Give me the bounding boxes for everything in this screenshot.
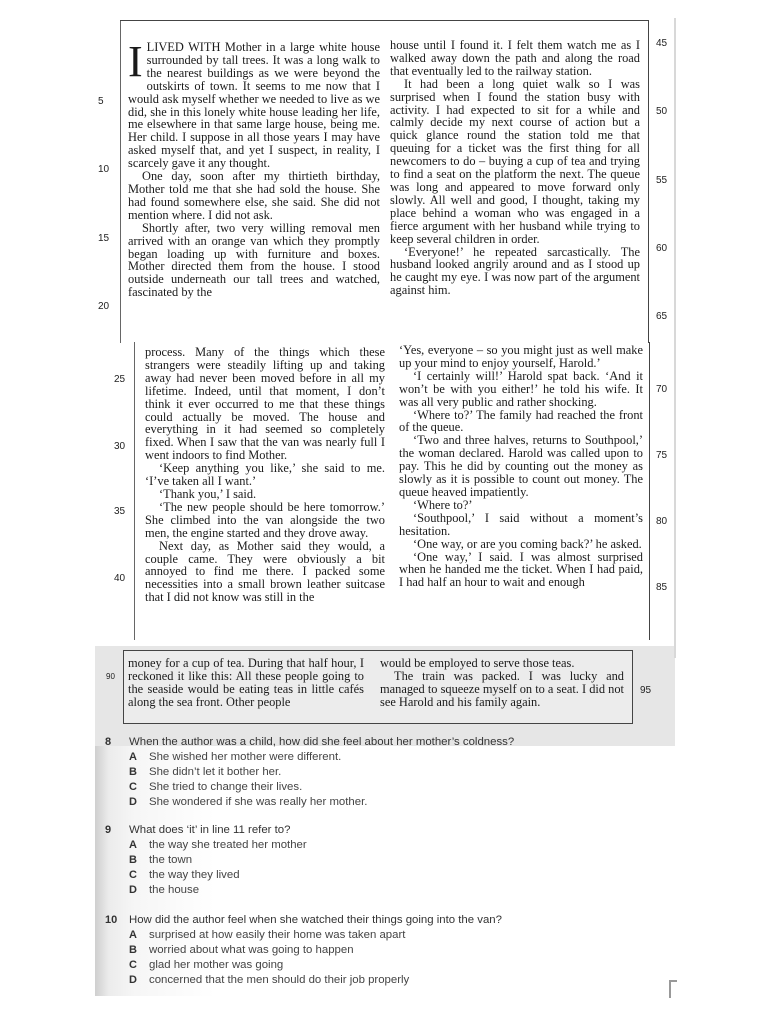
passage-box xyxy=(123,650,633,724)
line-number: 20 xyxy=(98,301,110,312)
option-text: the house xyxy=(149,883,200,896)
option-letter: A xyxy=(129,928,137,941)
line-number: 55 xyxy=(656,175,668,186)
line-number: 80 xyxy=(656,516,668,527)
answer-option[interactable] xyxy=(105,927,502,942)
paragraph: ‘Where to?’ xyxy=(413,497,473,512)
line-number: 75 xyxy=(656,450,668,461)
paragraph: It had been a long quiet walk so I was surprised when I found the station busy with activity. I had expected to sit for a while and calmly decide my next course of action but a quick glance round the station told me that queuing for a ticket was the first thing for all newcomers to do – buying a cup of tea and trying to find a seat on the platform the next. The queue was long and appeared to move forward only slowly. All well and good, I thought, taking my place behind a woman who was engaged in a fierce argument with her husband while trying to keep several children in order. xyxy=(390,76,640,246)
line-number: 30 xyxy=(114,441,126,452)
answer-option[interactable] xyxy=(105,837,307,852)
answer-option[interactable] xyxy=(105,867,307,882)
question-text: How did the author feel when she watched their things going into the van? xyxy=(129,913,502,926)
question-number: 10 xyxy=(105,913,118,926)
passage-section-2 xyxy=(134,342,650,640)
paragraph xyxy=(128,37,380,171)
paragraph: ‘Southpool,’ I said without a moment’s hesitation. xyxy=(399,510,643,538)
paragraph: ‘The new people should be here tomorrow.’ She climbed into the van alongside the two men, the engine started and they drove away. xyxy=(145,499,385,540)
paragraph: ‘Keep anything you like,’ she said to me. ‘I’ve taken all I want.’ xyxy=(145,461,385,489)
answer-option[interactable] xyxy=(105,957,502,972)
line-number: 25 xyxy=(114,374,126,385)
question-section xyxy=(95,735,675,996)
paragraph: ‘One way, or are you coming back?’ he asked. xyxy=(413,536,642,551)
passage-column-right xyxy=(399,344,643,589)
corner-mark xyxy=(669,980,677,998)
option-letter: B xyxy=(129,765,137,778)
paragraph: ‘One way,’ I said. I was almost surprised when he handed me the ticket. When I had paid, I had half an hour to wait and enough xyxy=(399,549,643,590)
passage-column-right xyxy=(380,657,624,709)
answer-option[interactable] xyxy=(105,779,514,794)
option-text: She wondered if she was really her mother. xyxy=(149,795,368,808)
line-number: 70 xyxy=(656,384,668,395)
question-text: When the author was a child, how did she feel about her mother’s coldness? xyxy=(129,735,515,748)
answer-option[interactable] xyxy=(105,852,307,867)
answer-option[interactable] xyxy=(105,882,307,897)
option-letter: A xyxy=(129,750,137,763)
answer-option[interactable] xyxy=(105,749,514,764)
paragraph: house until I found it. I felt them watch me as I walked away down the path and along the road that eventually led to the railway station. xyxy=(390,38,640,78)
answer-option[interactable] xyxy=(105,794,514,809)
option-letter: D xyxy=(129,973,137,986)
passage-section-1 xyxy=(120,20,649,343)
line-number: 35 xyxy=(114,506,126,517)
passage-column-left xyxy=(128,37,380,300)
option-letter: B xyxy=(129,943,137,956)
question-9 xyxy=(105,822,307,897)
line-number: 95 xyxy=(640,685,652,696)
paragraph: Shortly after, two very willing removal men arrived with an orange van which they promptly began loading up with furniture and boxes. Mother directed them from the house. I stood outside underneath our tall trees and watched, fascinated by the xyxy=(128,220,380,300)
option-text: the town xyxy=(149,853,193,866)
line-number: 60 xyxy=(656,243,668,254)
option-text: glad her mother was going xyxy=(149,958,284,971)
line-number: 45 xyxy=(656,38,668,49)
paragraph: ‘Everyone!’ he repeated sarcastically. The husband looked angrily around and as I stood up he caught my eye. I was now part of the argument against him. xyxy=(390,244,640,298)
option-letter: C xyxy=(129,780,137,793)
option-letter: D xyxy=(129,795,137,808)
passage-section-3 xyxy=(95,646,675,746)
question-10 xyxy=(105,912,502,987)
line-number: 90 xyxy=(106,672,115,681)
paragraph: Next day, as Mother said they would, a couple came. They were obviously a bit annoyed to find me there. I packed some necessities into a small brown leather suitcase that I did not know was still in the xyxy=(145,538,385,605)
option-text: worried about what was going to happen xyxy=(149,943,354,956)
question-number: 8 xyxy=(105,735,112,748)
option-letter: C xyxy=(129,868,137,881)
border-line xyxy=(120,21,121,343)
option-letter: A xyxy=(129,838,137,851)
option-text: the way they lived xyxy=(149,868,240,881)
paragraph: would be employed to serve those teas. xyxy=(380,656,575,670)
drop-cap: I xyxy=(128,37,143,86)
line-number: 15 xyxy=(98,233,110,244)
paragraph: money for a cup of tea. During that half hour, I reckoned it like this: All these people going to the seaside would be eating teas in little cafés along the sea front. Other people xyxy=(128,656,364,709)
scan-edge xyxy=(674,18,676,658)
paragraph: The train was packed. I was lucky and managed to squeeze myself on to a seat. I did not see Harold and his family again. xyxy=(380,668,624,709)
line-number: 5 xyxy=(98,96,104,107)
question-number: 9 xyxy=(105,823,112,836)
paragraph: ‘Two and three halves, returns to Southpool,’ the woman declared. Harold was called upon to pay. This he did by counting out the money as slowly as it is possible to count out money. The queue heaved impatiently. xyxy=(399,433,643,499)
paragraph: ‘Thank you,’ I said. xyxy=(159,486,257,501)
option-text: She didn’t let it bother her. xyxy=(149,765,282,778)
passage-column-left xyxy=(145,346,385,604)
option-text: the way she treated her mother xyxy=(149,838,307,851)
paragraph: process. Many of the things which these strangers were steadily lifting up and taking away had never been moved before in all my lifetime. Indeed, until that moment, I don’t think it ever occurred to me that these things could actually be moved. The house and everything in it had seemed so completely fixed. When I saw that the van was nearly full I went indoors to find Mother. xyxy=(145,345,385,463)
option-text: She wished her mother were different. xyxy=(149,750,342,763)
line-number: 10 xyxy=(98,164,110,175)
option-letter: D xyxy=(129,883,137,896)
passage-column-left xyxy=(128,657,364,709)
answer-option[interactable] xyxy=(105,942,502,957)
answer-option[interactable] xyxy=(105,764,514,779)
line-number: 50 xyxy=(656,106,668,117)
paragraph: ‘I certainly will!’ Harold spat back. ‘And it won’t be with you either!’ he told his wife. It was all very public and rather shocking. xyxy=(399,368,643,409)
paragraph: ‘Yes, everyone – so you might just as well make up your mind to enjoy yourself, Harold.’ xyxy=(399,343,643,370)
option-text: concerned that the men should do their job properly xyxy=(149,973,410,986)
passage-column-right xyxy=(390,39,640,297)
line-number: 85 xyxy=(656,582,668,593)
answer-option[interactable] xyxy=(105,972,502,987)
option-letter: B xyxy=(129,853,137,866)
line-number: 40 xyxy=(114,573,126,584)
question-text: What does ‘it’ in line 11 refer to? xyxy=(129,823,291,836)
line-number: 65 xyxy=(656,311,668,322)
question-8 xyxy=(105,734,514,809)
paragraph-text: LIVED WITH Mother in a large white house surrounded by tall trees. It was a long walk to the nearest buildings as we were beyond the outskirts of town. It seems to me now that I would ask myself whether we needed to live as we did, she in this lonely white house leading her life, me elsewhere in that same large house, being me. Her child. I suppose in all those years I may have asked myself that, and yet I suspect, in reality, I scarcely gave it any thought. xyxy=(128,40,380,171)
paragraph: ‘Where to?’ The family had reached the front of the queue. xyxy=(399,407,643,435)
paragraph: One day, soon after my thirtieth birthday, Mother told me that she had sold the house. She had found somewhere else, she said. She did not mention where. I did not ask. xyxy=(128,169,380,222)
option-letter: C xyxy=(129,958,137,971)
option-text: She tried to change their lives. xyxy=(149,780,303,793)
option-text: surprised at how easily their home was taken apart xyxy=(149,928,406,941)
